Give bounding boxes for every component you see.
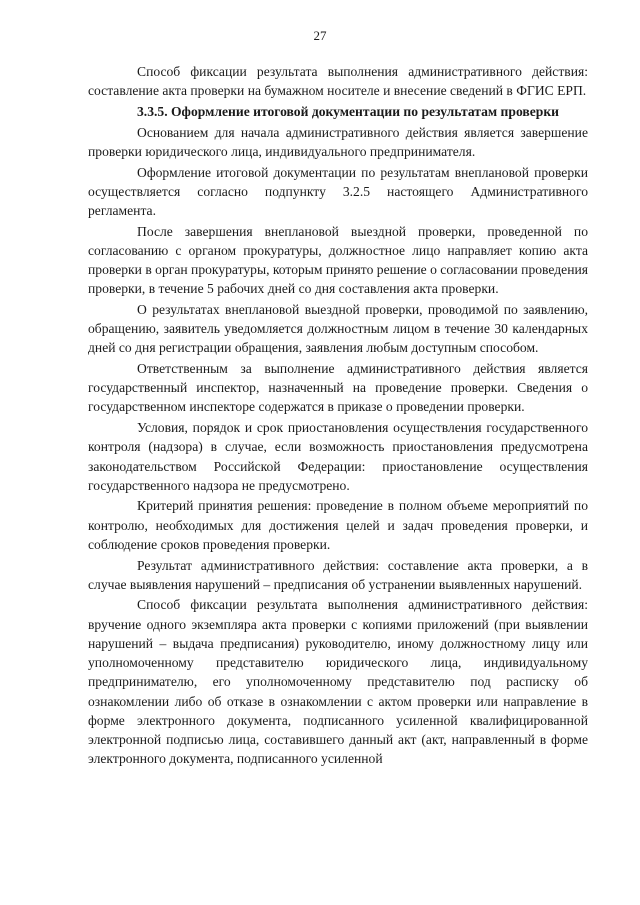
paragraph-applicant-notice: О результатах внеплановой выездной проверки, проводимой по заявлению, обращению, заявитель уведомляется должностным лицом в течение 30 календарных дней со дня регистрации обращения, заявления любым доступным способом. <box>88 301 588 356</box>
paragraph-fixation-method: Способ фиксации результата выполнения административного действия: составление акта проверки на бумажном носителе и внесение сведений в ФГИС ЕРП. <box>88 64 588 99</box>
page-number: 27 <box>313 28 327 43</box>
paragraph-result-fixation: Способ фиксации результата выполнения административного действия: вручение одного экземпляра акта проверки с копиями приложений (при выявлении нарушений – выдача предписания) руководителю, иному должностному лицу или уполномоченному представителю юридического лица, индивидуальному предпринимателю, его уполномоченному представителю под расписку об ознакомлении либо об отказе в ознакомлении с актом проверки или направление в форме электронного документа, подписанного усиленной квалифицированной электронной подписью лица, составившего данный акт (акт, направленный в форме электронного документа, подписанного усиленной <box>88 597 588 767</box>
paragraph-responsible: Ответственным за выполнение административного действия является государственный инспектор, назначенный на проведение проверки. Сведения о государственном инспекторе содержатся в приказе о проведении проверки. <box>88 361 588 415</box>
paragraph-prosecutor-copy: После завершения внеплановой выездной проверки, проведенной по согласованию с органом прокуратуры, должностное лицо направляет копию акта проверки в орган прокуратуры, которым принято решение о согласовании проведения проверки, в течение 5 рабочих дней со дня составления акта проверки. <box>88 223 588 297</box>
document-body <box>88 62 588 770</box>
paragraph-documentation: Оформление итоговой документации по результатам внеплановой проверки осуществляется согласно подпункту 3.2.5 настоящего Административного регламента. <box>88 164 588 218</box>
paragraph-result: Результат административного действия: составление акта проверки, а в случае выявления нарушений – предписания об устранении выявленных нарушений. <box>88 557 588 592</box>
paragraph-decision-criterion: Критерий принятия решения: проведение в полном объеме мероприятий по контролю, необходимых для достижения целей и задач проведения проверки, и соблюдение сроков проведения проверки. <box>88 498 588 552</box>
paragraph-basis: Основанием для начала административного действия является завершение проверки юридического лица, индивидуального предпринимателя. <box>88 124 588 159</box>
paragraph-suspension: Условия, порядок и срок приостановления осуществления государственного контроля (надзора) в случае, если возможность приостановления предусмотрена законодательством Российской Федерации: приостановление осуществления государственного надзора не предусмотрено. <box>88 420 588 493</box>
section-heading-3-3-5: 3.3.5. Оформление итоговой документации по результатам проверки <box>137 103 560 119</box>
